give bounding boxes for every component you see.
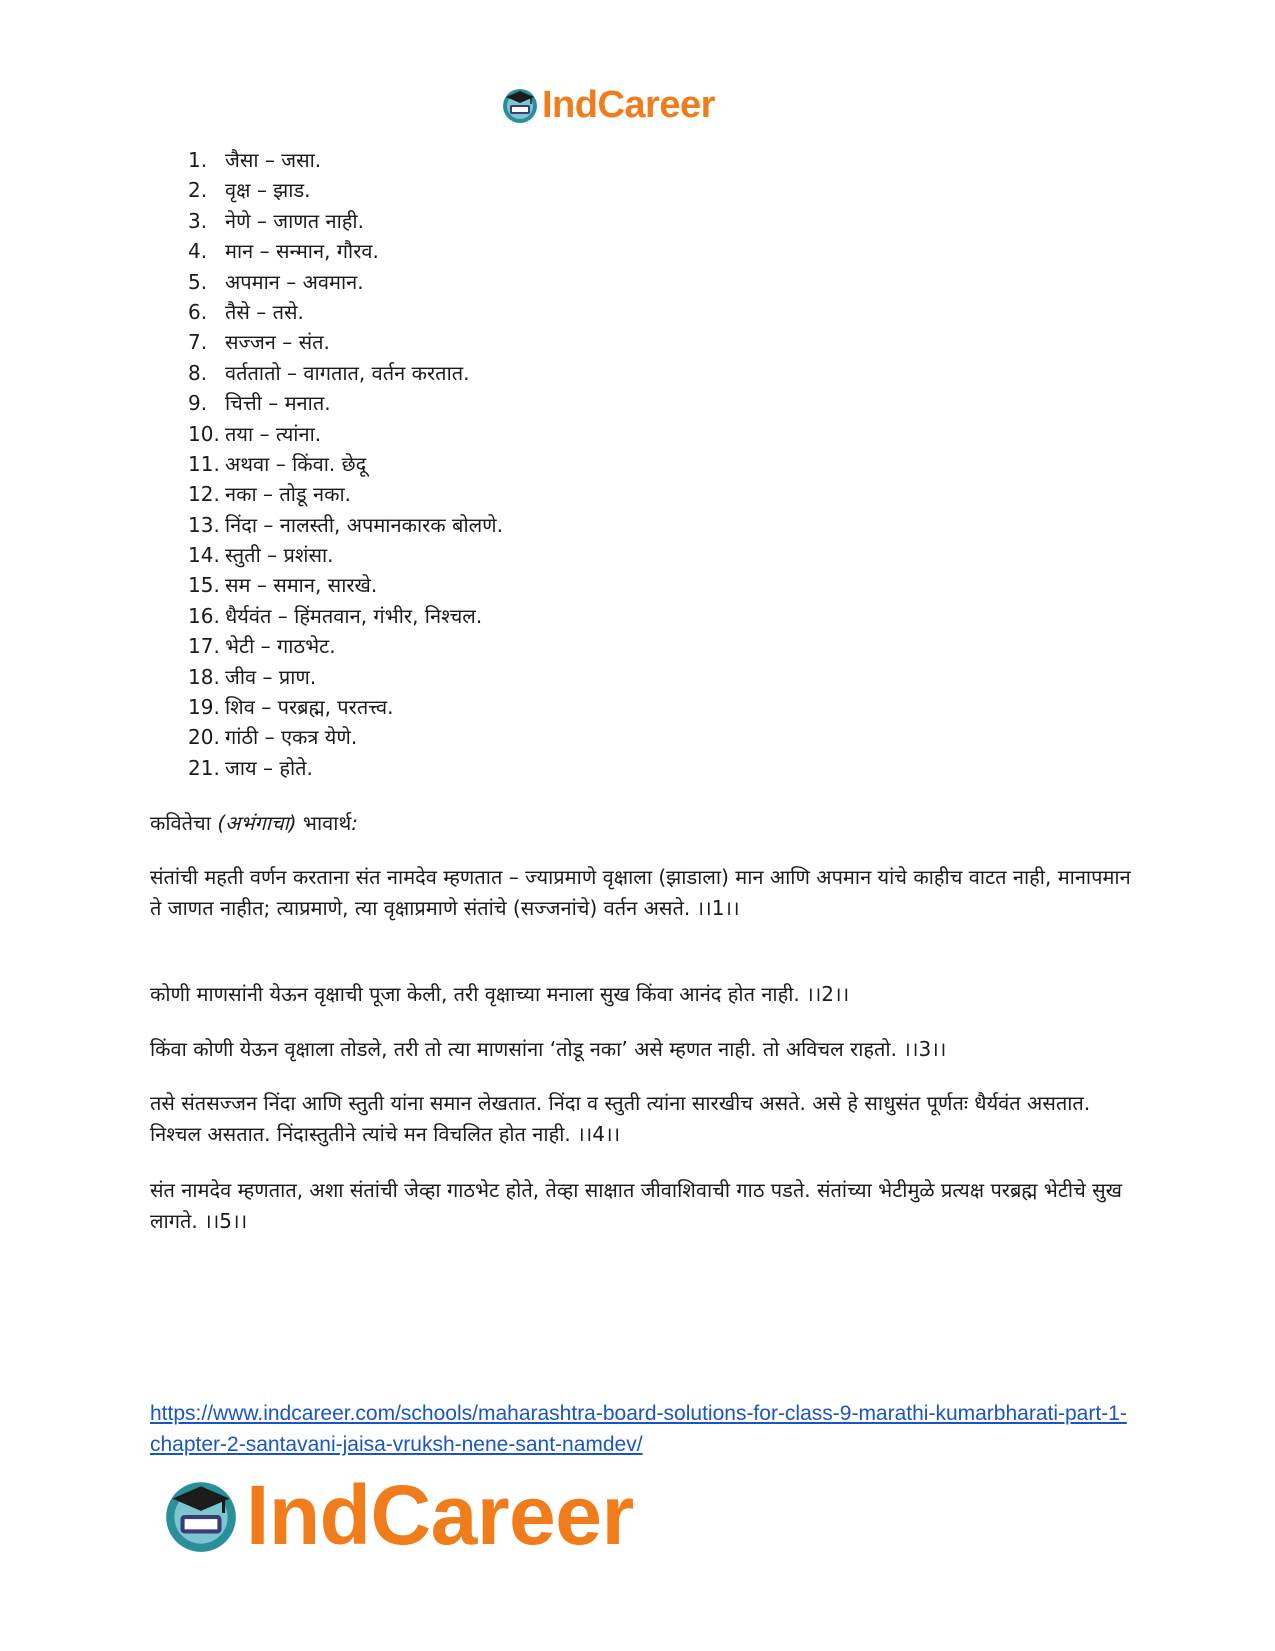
heading-text: कवितेचा xyxy=(150,811,218,835)
list-item xyxy=(188,631,503,661)
item-number: 19. xyxy=(188,695,220,720)
item-text: अथवा – किंवा. छेदू xyxy=(225,451,367,476)
list-item xyxy=(188,722,503,752)
item-text: नका – तोडू नका. xyxy=(225,482,351,507)
item-text: गांठी – एकत्र येणे. xyxy=(225,725,358,750)
list-item xyxy=(188,236,503,266)
item-number: 2. xyxy=(188,178,208,203)
item-text: भेटी – गाठभेट. xyxy=(225,634,336,659)
item-number: 3. xyxy=(188,208,208,233)
list-item xyxy=(188,662,503,692)
item-text: वर्ततातो – वागतात, वर्तन करतात. xyxy=(225,360,470,385)
brand-name: IndCareer xyxy=(542,84,715,126)
item-number: 7. xyxy=(188,330,208,355)
list-item xyxy=(188,601,503,631)
item-text: तया – त्यांना. xyxy=(225,421,322,446)
list-item xyxy=(188,479,503,509)
list-item xyxy=(188,692,503,722)
item-text: जीव – प्राण. xyxy=(225,664,317,689)
footer-logo xyxy=(160,1465,634,1565)
list-item xyxy=(188,358,503,388)
item-text: नेणे – जाणत नाही. xyxy=(225,208,364,233)
item-number: 9. xyxy=(188,391,208,416)
item-text: जाय – होते. xyxy=(225,755,313,780)
meaning-paragraph-4: तसे संतसज्जन निंदा आणि स्तुती यांना समान लेखतात. निंदा व स्तुती त्यांना सारखीच असते. असे हे साधुसंत पूर्णतः धैर्यवंत असतात. निश्चल असतात. निंदास्तुतीने त्यांचे मन विचलित होत नाही. ।।4।। xyxy=(150,1091,1091,1146)
item-text: शिव – परब्रह्म, परतत्त्व. xyxy=(225,695,394,720)
list-item xyxy=(188,419,503,449)
list-item xyxy=(188,388,503,418)
list-item xyxy=(188,145,503,175)
item-number: 21. xyxy=(188,755,220,780)
graduate-globe-icon xyxy=(160,1474,242,1556)
list-item xyxy=(188,297,503,327)
item-text: सम – समान, सारखे. xyxy=(225,573,378,598)
header-logo xyxy=(500,80,715,130)
item-text: अपमान – अवमान. xyxy=(225,269,364,294)
list-item xyxy=(188,540,503,570)
source-url-link[interactable]: https://www.indcareer.com/schools/maharashtra-board-solutions-for-class-9-marathi-kumarbharati-part-1-chapter-2-santavani-jaisa-vruksh-nene-sant-namdev/ xyxy=(150,1402,1127,1456)
item-number: 5. xyxy=(188,269,208,294)
meaning-paragraph-1: संतांची महती वर्णन करताना संत नामदेव म्हणतात – ज्याप्रमाणे वृक्षाला (झाडाला) मान आणि अपमान यांचे काहीच वाटत नाही, मानापमान ते जाणत नाहीत; त्याप्रमाणे, त्या वृक्षाप्रमाणे संतांचे (सज्जनांचे) वर्तन असते. ।।1।। xyxy=(150,865,1131,920)
item-number: 17. xyxy=(188,634,220,659)
item-number: 16. xyxy=(188,603,220,628)
item-text: वृक्ष – झाड. xyxy=(225,178,311,203)
item-number: 6. xyxy=(188,299,208,324)
heading-text-end: भावार्थ xyxy=(296,811,352,835)
item-number: 8. xyxy=(188,360,208,385)
item-text: जैसा – जसा. xyxy=(225,148,322,172)
item-number: 14. xyxy=(188,543,220,568)
meaning-paragraph-2: कोणी माणसांनी येऊन वृक्षाची पूजा केली, तरी वृक्षाच्या मनाला सुख किंवा आनंद होत नाही. ।।2।। xyxy=(150,982,850,1006)
list-item xyxy=(188,753,503,783)
item-text: चित्ती – मनात. xyxy=(225,391,331,416)
item-text: सज्जन – संत. xyxy=(225,330,330,355)
list-item xyxy=(188,510,503,540)
item-number: 15. xyxy=(188,573,220,598)
meaning-heading xyxy=(150,808,358,838)
list-item xyxy=(188,449,503,479)
item-number: 18. xyxy=(188,664,220,689)
item-text: तैसे – तसे. xyxy=(225,299,304,324)
item-number: 10. xyxy=(188,421,220,446)
heading-emphasis: (अभंगाचा) xyxy=(217,811,297,835)
item-number: 20. xyxy=(188,725,220,750)
meaning-paragraph-3: किंवा कोणी येऊन वृक्षाला तोडले, तरी तो त्या माणसांना ‘तोडू नका’ असे म्हणत नाही. तो अविचल राहतो. ।।3।। xyxy=(150,1037,947,1061)
item-text: निंदा – नालस्ती, अपमानकारक बोलणे. xyxy=(225,512,504,537)
word-meaning-list xyxy=(188,145,503,783)
list-item xyxy=(188,327,503,357)
item-number: 13. xyxy=(188,512,220,537)
item-text: धैर्यवंत – हिंमतवान, गंभीर, निश्चल. xyxy=(225,603,483,628)
graduate-globe-icon xyxy=(500,85,540,125)
item-number: 4. xyxy=(188,239,208,264)
item-text: स्तुती – प्रशंसा. xyxy=(225,543,334,568)
list-item xyxy=(188,267,503,297)
brand-name: IndCareer xyxy=(246,1468,634,1562)
heading-colon: : xyxy=(351,811,359,835)
meaning-paragraph-5: संत नामदेव म्हणतात, अशा संतांची जेव्हा गाठभेट होते, तेव्हा साक्षात जीवाशिवाची गाठ पडते. संतांच्या भेटीमुळे प्रत्यक्ष परब्रह्म भेटीचे सुख लागते. ।।5।। xyxy=(150,1178,1123,1233)
item-number: 1. xyxy=(188,148,208,172)
item-number: 11. xyxy=(188,451,220,476)
item-text: मान – सन्मान, गौरव. xyxy=(225,239,379,264)
list-item xyxy=(188,206,503,236)
list-item xyxy=(188,570,503,600)
list-item xyxy=(188,175,503,205)
item-number: 12. xyxy=(188,482,220,507)
